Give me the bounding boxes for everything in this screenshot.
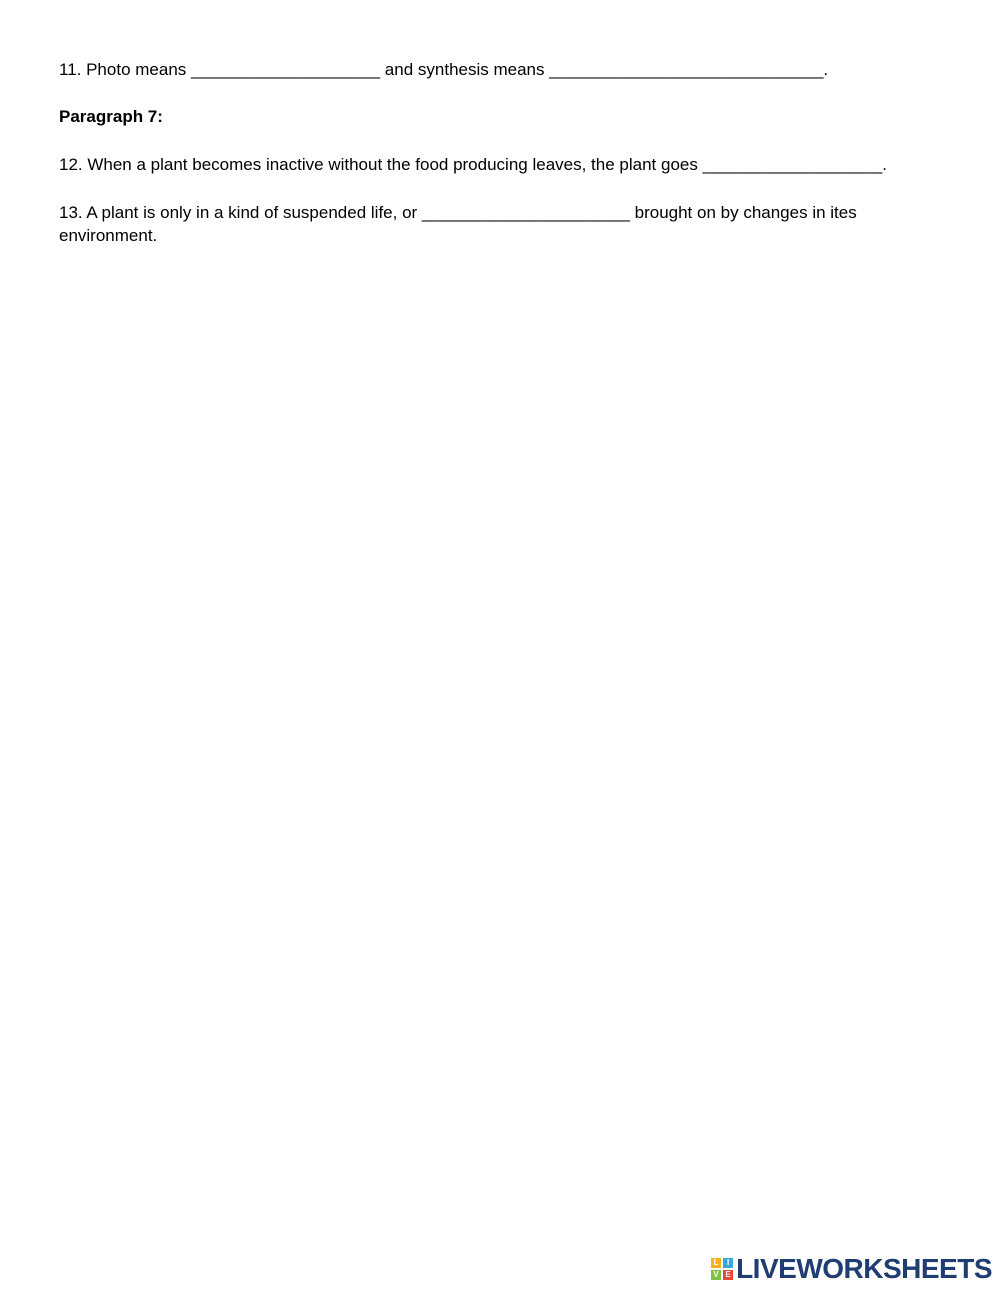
- logo-wordmark: LIVEWORKSHEETS: [736, 1253, 992, 1284]
- paragraph-heading: Paragraph 7:: [59, 107, 163, 126]
- question-11: 11. Photo means ____________________ and synthesis means _____________________________.: [59, 60, 829, 79]
- question-13: 13. A plant is only in a kind of suspended life, or ______________________ brought on by changes in ites environment.: [59, 203, 857, 245]
- logo-block-l: L: [711, 1258, 721, 1268]
- question-12: 12. When a plant becomes inactive without the food producing leaves, the plant goes ___________________.: [59, 155, 887, 174]
- logo-block-v: V: [711, 1270, 721, 1280]
- liveworksheets-logo: [711, 1255, 992, 1283]
- live-blocks-icon: [711, 1258, 733, 1280]
- logo-block-e: E: [723, 1270, 733, 1280]
- logo-block-i: I: [723, 1258, 733, 1268]
